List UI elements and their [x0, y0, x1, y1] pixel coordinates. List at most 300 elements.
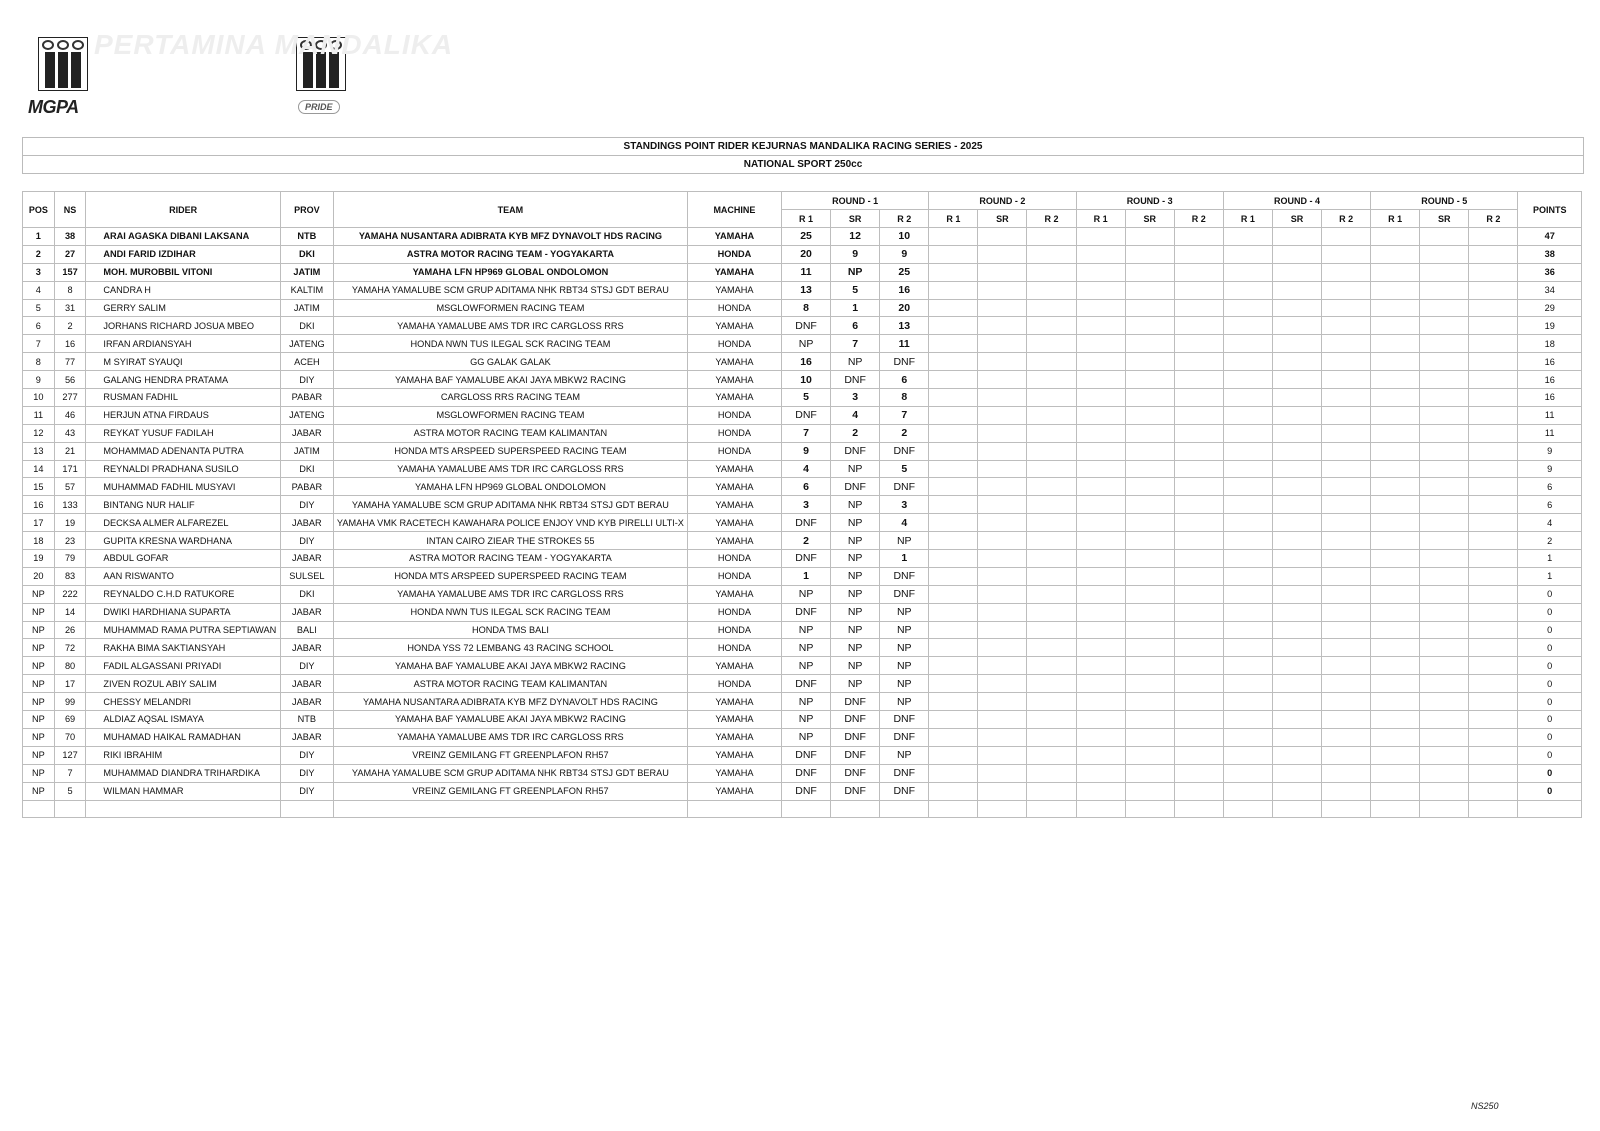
empty-cell	[1272, 800, 1321, 818]
empty-result-cell	[1322, 532, 1371, 550]
points-cell: 0	[1518, 746, 1582, 764]
empty-result-cell	[1174, 317, 1223, 335]
empty-result-cell	[1322, 335, 1371, 353]
empty-result-cell	[1371, 335, 1420, 353]
machine-cell: YAMAHA	[687, 228, 781, 246]
empty-result-cell	[1174, 514, 1223, 532]
empty-result-cell	[1322, 514, 1371, 532]
pos-cell: 1	[23, 228, 55, 246]
empty-result-cell	[1272, 371, 1321, 389]
empty-result-cell	[1076, 317, 1125, 335]
round-1-result-cell: DNF	[880, 567, 929, 585]
table-row	[23, 263, 1582, 281]
empty-cell	[929, 800, 978, 818]
team-cell: YAMAHA NUSANTARA ADIBRATA KYB MFZ DYNAVOLT HDS RACING	[333, 693, 687, 711]
prov-cell: BALI	[280, 621, 333, 639]
points-cell: 11	[1518, 424, 1582, 442]
round-1-result-cell: 10	[782, 371, 831, 389]
round-1-result-cell: 25	[782, 228, 831, 246]
empty-result-cell	[978, 496, 1027, 514]
table-row	[23, 728, 1582, 746]
empty-result-cell	[929, 585, 978, 603]
round-1-result-cell: 20	[880, 299, 929, 317]
round-1-result-cell: 1	[880, 550, 929, 568]
rider-cell: RAKHA BIMA SAKTIANSYAH	[86, 639, 280, 657]
ns-cell: 5	[54, 782, 86, 800]
empty-cell	[1371, 800, 1420, 818]
empty-result-cell	[929, 317, 978, 335]
round-1-result-cell: 11	[782, 263, 831, 281]
machine-cell: YAMAHA	[687, 514, 781, 532]
empty-result-cell	[1272, 782, 1321, 800]
empty-result-cell	[1420, 657, 1469, 675]
empty-result-cell	[1272, 335, 1321, 353]
round-1-result-cell: 5	[831, 281, 880, 299]
empty-result-cell	[1027, 639, 1076, 657]
points-cell: 4	[1518, 514, 1582, 532]
points-cell: 38	[1518, 245, 1582, 263]
empty-result-cell	[1272, 639, 1321, 657]
empty-result-cell	[1469, 442, 1518, 460]
team-cell: YAMAHA BAF YAMALUBE AKAI JAYA MBKW2 RACING	[333, 657, 687, 675]
empty-result-cell	[1469, 371, 1518, 389]
round-1-result-cell: NP	[831, 657, 880, 675]
machine-cell: YAMAHA	[687, 389, 781, 407]
empty-result-cell	[1371, 478, 1420, 496]
round-1-result-cell: NP	[831, 621, 880, 639]
table-row	[23, 711, 1582, 729]
empty-result-cell	[1027, 728, 1076, 746]
round-1-result-cell: DNF	[831, 711, 880, 729]
mgpa-logo: MGPA	[28, 97, 79, 117]
empty-result-cell	[1125, 460, 1174, 478]
points-cell: 16	[1518, 389, 1582, 407]
empty-result-cell	[1174, 245, 1223, 263]
page-subtitle: NATIONAL SPORT 250cc	[23, 155, 1583, 173]
empty-result-cell	[1174, 460, 1223, 478]
empty-result-cell	[1322, 764, 1371, 782]
empty-result-cell	[1125, 550, 1174, 568]
empty-result-cell	[978, 245, 1027, 263]
empty-result-cell	[1322, 228, 1371, 246]
col-team: TEAM	[333, 192, 687, 228]
rider-cell: MUHAMMAD DIANDRA TRIHARDIKA	[86, 764, 280, 782]
empty-result-cell	[1371, 603, 1420, 621]
machine-cell: YAMAHA	[687, 532, 781, 550]
machine-cell: YAMAHA	[687, 460, 781, 478]
team-cell: YAMAHA YAMALUBE SCM GRUP ADITAMA NHK RBT34 STSJ GDT BERAU	[333, 496, 687, 514]
col-pos: POS	[23, 192, 55, 228]
empty-result-cell	[1027, 228, 1076, 246]
empty-result-cell	[1420, 281, 1469, 299]
rider-cell: REYKAT YUSUF FADILAH	[86, 424, 280, 442]
empty-result-cell	[1420, 746, 1469, 764]
empty-result-cell	[1371, 424, 1420, 442]
rider-cell: DECKSA ALMER ALFAREZEL	[86, 514, 280, 532]
empty-result-cell	[1420, 585, 1469, 603]
round-1-result-cell: DNF	[782, 746, 831, 764]
team-cell: HONDA YSS 72 LEMBANG 43 RACING SCHOOL	[333, 639, 687, 657]
pos-cell: 10	[23, 389, 55, 407]
round-1-result-cell: NP	[831, 460, 880, 478]
empty-result-cell	[1322, 782, 1371, 800]
empty-result-cell	[1371, 764, 1420, 782]
pos-cell: NP	[23, 585, 55, 603]
empty-result-cell	[1272, 585, 1321, 603]
table-row	[23, 657, 1582, 675]
empty-result-cell	[1174, 711, 1223, 729]
empty-result-cell	[1223, 281, 1272, 299]
pertamina-mandalika-logo: PERTAMINA MANDALIKA	[94, 29, 454, 60]
empty-result-cell	[1272, 514, 1321, 532]
empty-cell	[1125, 800, 1174, 818]
col-round-2-sub: R 2	[1027, 210, 1076, 228]
round-1-result-cell: DNF	[782, 317, 831, 335]
empty-result-cell	[1174, 353, 1223, 371]
empty-result-cell	[1076, 782, 1125, 800]
empty-cell	[880, 800, 929, 818]
points-cell: 29	[1518, 299, 1582, 317]
empty-result-cell	[1174, 764, 1223, 782]
empty-result-cell	[978, 728, 1027, 746]
col-round-3-sub: SR	[1125, 210, 1174, 228]
empty-result-cell	[1174, 424, 1223, 442]
empty-result-cell	[1420, 514, 1469, 532]
empty-result-cell	[929, 711, 978, 729]
table-row	[23, 245, 1582, 263]
empty-result-cell	[1469, 353, 1518, 371]
machine-cell: HONDA	[687, 245, 781, 263]
team-cell: ASTRA MOTOR RACING TEAM KALIMANTAN	[333, 675, 687, 693]
ns-cell: 79	[54, 550, 86, 568]
round-1-result-cell: NP	[831, 675, 880, 693]
empty-result-cell	[1272, 406, 1321, 424]
round-1-result-cell: DNF	[880, 764, 929, 782]
empty-result-cell	[1371, 550, 1420, 568]
empty-result-cell	[929, 406, 978, 424]
round-1-result-cell: NP	[782, 639, 831, 657]
empty-result-cell	[1371, 657, 1420, 675]
empty-result-cell	[1469, 424, 1518, 442]
empty-result-cell	[1174, 496, 1223, 514]
col-round-5-sub: SR	[1420, 210, 1469, 228]
table-row	[23, 782, 1582, 800]
round-1-result-cell: NP	[831, 567, 880, 585]
empty-cell	[978, 800, 1027, 818]
empty-result-cell	[1076, 675, 1125, 693]
empty-result-cell	[1272, 245, 1321, 263]
rider-cell: ANDI FARID IZDIHAR	[86, 245, 280, 263]
empty-result-cell	[1223, 460, 1272, 478]
empty-result-cell	[1076, 442, 1125, 460]
ns-cell: 14	[54, 603, 86, 621]
round-1-result-cell: 16	[880, 281, 929, 299]
empty-result-cell	[1076, 406, 1125, 424]
machine-cell: YAMAHA	[687, 263, 781, 281]
empty-result-cell	[1371, 317, 1420, 335]
round-1-result-cell: NP	[880, 657, 929, 675]
round-1-result-cell: 3	[831, 389, 880, 407]
empty-result-cell	[1469, 228, 1518, 246]
empty-result-cell	[1322, 496, 1371, 514]
prov-cell: SULSEL	[280, 567, 333, 585]
empty-result-cell	[1272, 228, 1321, 246]
round-1-result-cell: 1	[831, 299, 880, 317]
empty-result-cell	[929, 764, 978, 782]
round-1-result-cell: DNF	[782, 406, 831, 424]
empty-result-cell	[929, 478, 978, 496]
empty-result-cell	[929, 263, 978, 281]
team-cell: GG GALAK GALAK	[333, 353, 687, 371]
empty-result-cell	[1322, 406, 1371, 424]
empty-result-cell	[1174, 228, 1223, 246]
empty-result-cell	[1272, 299, 1321, 317]
machine-cell: YAMAHA	[687, 317, 781, 335]
empty-result-cell	[1076, 263, 1125, 281]
col-round-2-sub: SR	[978, 210, 1027, 228]
points-cell: 0	[1518, 675, 1582, 693]
empty-result-cell	[1469, 335, 1518, 353]
table-row	[23, 389, 1582, 407]
prov-cell: NTB	[280, 228, 333, 246]
round-1-result-cell: NP	[831, 496, 880, 514]
table-row	[23, 317, 1582, 335]
rider-cell: ARAI AGASKA DIBANI LAKSANA	[86, 228, 280, 246]
col-round-4-sub: SR	[1272, 210, 1321, 228]
empty-result-cell	[1469, 478, 1518, 496]
prov-cell: JABAR	[280, 675, 333, 693]
table-row	[23, 514, 1582, 532]
points-cell: 1	[1518, 550, 1582, 568]
empty-result-cell	[1076, 299, 1125, 317]
empty-result-cell	[1125, 281, 1174, 299]
team-cell: HONDA MTS ARSPEED SUPERSPEED RACING TEAM	[333, 567, 687, 585]
empty-result-cell	[1272, 353, 1321, 371]
round-1-result-cell: DNF	[880, 478, 929, 496]
round-1-result-cell: NP	[831, 263, 880, 281]
empty-result-cell	[1027, 353, 1076, 371]
table-row	[23, 675, 1582, 693]
round-1-result-cell: 6	[831, 317, 880, 335]
empty-cell	[687, 800, 781, 818]
empty-result-cell	[1125, 585, 1174, 603]
empty-result-cell	[1174, 621, 1223, 639]
empty-result-cell	[1174, 603, 1223, 621]
pos-cell: NP	[23, 621, 55, 639]
empty-result-cell	[1125, 639, 1174, 657]
empty-result-cell	[929, 353, 978, 371]
round-1-result-cell: 8	[782, 299, 831, 317]
ns-cell: 21	[54, 442, 86, 460]
col-round-4: ROUND - 4	[1223, 192, 1370, 210]
empty-result-cell	[1027, 621, 1076, 639]
team-cell: YAMAHA YAMALUBE SCM GRUP ADITAMA NHK RBT34 STSJ GDT BERAU	[333, 281, 687, 299]
empty-result-cell	[978, 550, 1027, 568]
table-row	[23, 424, 1582, 442]
empty-cell	[86, 800, 280, 818]
table-row	[23, 442, 1582, 460]
empty-result-cell	[1174, 371, 1223, 389]
round-1-result-cell: 7	[880, 406, 929, 424]
points-cell: 19	[1518, 317, 1582, 335]
points-cell: 16	[1518, 371, 1582, 389]
round-1-result-cell: DNF	[782, 514, 831, 532]
empty-result-cell	[1420, 496, 1469, 514]
points-cell: 34	[1518, 281, 1582, 299]
empty-cell	[1076, 800, 1125, 818]
round-1-result-cell: 6	[880, 371, 929, 389]
empty-result-cell	[1174, 675, 1223, 693]
empty-result-cell	[1272, 532, 1321, 550]
machine-cell: YAMAHA	[687, 728, 781, 746]
prov-cell: DKI	[280, 460, 333, 478]
empty-result-cell	[1174, 693, 1223, 711]
empty-result-cell	[929, 621, 978, 639]
empty-result-cell	[978, 424, 1027, 442]
round-1-result-cell: DNF	[782, 550, 831, 568]
pos-cell: 17	[23, 514, 55, 532]
rider-cell: MUHAMMAD FADHIL MUSYAVI	[86, 478, 280, 496]
team-cell: YAMAHA LFN HP969 GLOBAL ONDOLOMON	[333, 263, 687, 281]
empty-result-cell	[1027, 782, 1076, 800]
ns-cell: 277	[54, 389, 86, 407]
pos-cell: 2	[23, 245, 55, 263]
empty-result-cell	[1469, 639, 1518, 657]
empty-result-cell	[1174, 657, 1223, 675]
round-1-result-cell: NP	[831, 585, 880, 603]
ns-cell: 16	[54, 335, 86, 353]
empty-result-cell	[978, 442, 1027, 460]
empty-result-cell	[1125, 442, 1174, 460]
team-cell: YAMAHA YAMALUBE AMS TDR IRC CARGLOSS RRS	[333, 317, 687, 335]
empty-result-cell	[1322, 711, 1371, 729]
ns-cell: 31	[54, 299, 86, 317]
round-1-result-cell: 2	[831, 424, 880, 442]
round-1-result-cell: 1	[782, 567, 831, 585]
empty-result-cell	[978, 317, 1027, 335]
col-round-1-sub: R 2	[880, 210, 929, 228]
pride-logo: PRIDE	[298, 100, 340, 114]
empty-result-cell	[1272, 764, 1321, 782]
round-1-result-cell: DNF	[782, 603, 831, 621]
pos-cell: NP	[23, 675, 55, 693]
points-cell: 9	[1518, 460, 1582, 478]
rider-cell: GUPITA KRESNA WARDHANA	[86, 532, 280, 550]
empty-cell	[54, 800, 86, 818]
round-1-result-cell: NP	[782, 711, 831, 729]
round-1-result-cell: 4	[782, 460, 831, 478]
empty-result-cell	[1223, 728, 1272, 746]
points-cell: 0	[1518, 711, 1582, 729]
col-prov: PROV	[280, 192, 333, 228]
table-row	[23, 746, 1582, 764]
empty-result-cell	[1125, 353, 1174, 371]
points-cell: 0	[1518, 728, 1582, 746]
empty-result-cell	[1420, 532, 1469, 550]
rider-cell: GERRY SALIM	[86, 299, 280, 317]
empty-result-cell	[1223, 389, 1272, 407]
empty-result-cell	[1076, 567, 1125, 585]
prov-cell: DKI	[280, 245, 333, 263]
round-1-result-cell: 11	[880, 335, 929, 353]
empty-result-cell	[1076, 532, 1125, 550]
points-cell: 6	[1518, 478, 1582, 496]
empty-result-cell	[1223, 424, 1272, 442]
empty-result-cell	[1371, 532, 1420, 550]
points-cell: 47	[1518, 228, 1582, 246]
empty-result-cell	[1174, 299, 1223, 317]
table-row	[23, 764, 1582, 782]
empty-result-cell	[1174, 335, 1223, 353]
empty-result-cell	[929, 657, 978, 675]
empty-result-cell	[1223, 478, 1272, 496]
round-1-result-cell: NP	[880, 693, 929, 711]
empty-result-cell	[1322, 603, 1371, 621]
points-cell: 0	[1518, 621, 1582, 639]
empty-result-cell	[1272, 567, 1321, 585]
team-cell: VREINZ GEMILANG FT GREENPLAFON RH57	[333, 782, 687, 800]
empty-result-cell	[1174, 532, 1223, 550]
team-cell: HONDA MTS ARSPEED SUPERSPEED RACING TEAM	[333, 442, 687, 460]
empty-result-cell	[978, 657, 1027, 675]
table-row	[23, 532, 1582, 550]
col-round-5-sub: R 1	[1371, 210, 1420, 228]
empty-result-cell	[1469, 514, 1518, 532]
table-row	[23, 406, 1582, 424]
empty-result-cell	[1322, 693, 1371, 711]
empty-result-cell	[1027, 675, 1076, 693]
ns-cell: 222	[54, 585, 86, 603]
empty-result-cell	[929, 514, 978, 532]
empty-cell	[1174, 800, 1223, 818]
col-round-4-sub: R 2	[1322, 210, 1371, 228]
rider-cell: DWIKI HARDHIANA SUPARTA	[86, 603, 280, 621]
empty-result-cell	[1174, 263, 1223, 281]
table-row	[23, 371, 1582, 389]
empty-result-cell	[1223, 299, 1272, 317]
empty-result-cell	[929, 389, 978, 407]
table-row	[23, 585, 1582, 603]
empty-result-cell	[1125, 532, 1174, 550]
empty-result-cell	[1125, 228, 1174, 246]
empty-result-cell	[1125, 675, 1174, 693]
prov-cell: JATENG	[280, 335, 333, 353]
empty-result-cell	[1125, 245, 1174, 263]
empty-result-cell	[1322, 353, 1371, 371]
empty-result-cell	[1076, 228, 1125, 246]
empty-result-cell	[1469, 746, 1518, 764]
points-cell: 0	[1518, 639, 1582, 657]
empty-result-cell	[1125, 406, 1174, 424]
rider-cell: IRFAN ARDIANSYAH	[86, 335, 280, 353]
empty-result-cell	[1125, 711, 1174, 729]
round-1-result-cell: 20	[782, 245, 831, 263]
empty-result-cell	[1322, 675, 1371, 693]
machine-cell: HONDA	[687, 567, 781, 585]
empty-result-cell	[1469, 728, 1518, 746]
empty-result-cell	[978, 603, 1027, 621]
empty-result-cell	[1027, 460, 1076, 478]
empty-result-cell	[978, 514, 1027, 532]
points-cell: 1	[1518, 567, 1582, 585]
empty-result-cell	[1125, 317, 1174, 335]
round-1-result-cell: 3	[880, 496, 929, 514]
empty-result-cell	[1223, 406, 1272, 424]
empty-result-cell	[1125, 496, 1174, 514]
rider-cell: HERJUN ATNA FIRDAUS	[86, 406, 280, 424]
empty-result-cell	[1076, 585, 1125, 603]
empty-result-cell	[1272, 603, 1321, 621]
